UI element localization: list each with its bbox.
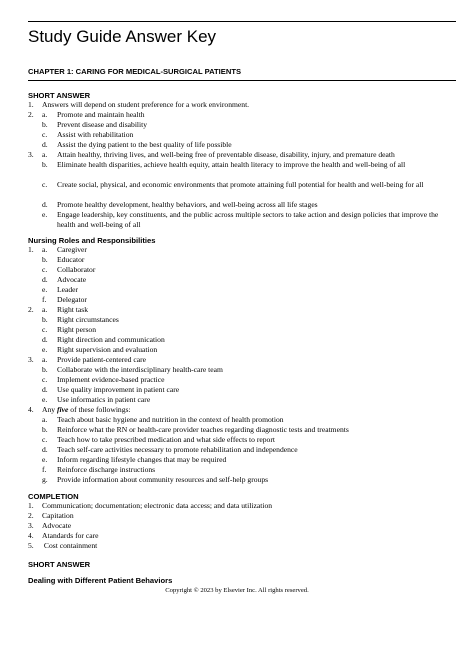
item-text: Collaborate with the interdisciplinary health-care team bbox=[57, 365, 223, 374]
item-number: 3. bbox=[28, 150, 34, 159]
item-number: 1. bbox=[28, 501, 34, 510]
item-letter: e. bbox=[42, 210, 48, 219]
item-text: Engage leadership, key constituents, and the public across multiple sectors to take action and design policies that improve the health and well-being of all bbox=[57, 210, 439, 229]
item-letter: d. bbox=[42, 275, 48, 284]
item-text: Reinforce what the RN or health-care provider teaches regarding diagnostic tests and treatments bbox=[57, 425, 349, 434]
item-text: Caregiver bbox=[57, 245, 87, 254]
item-letter: e. bbox=[42, 285, 48, 294]
item-text: Teach self-care activities necessary to promote rehabilitation and independence bbox=[57, 445, 298, 454]
item-letter: b. bbox=[42, 160, 48, 169]
item-number: 2. bbox=[28, 110, 34, 119]
item-text bbox=[42, 405, 456, 415]
item-letter: c. bbox=[42, 325, 48, 334]
item-number: 4. bbox=[28, 405, 34, 414]
short-answer-heading: SHORT ANSWER bbox=[28, 91, 91, 100]
item-letter: a. bbox=[42, 150, 48, 159]
item-letter: c. bbox=[42, 375, 48, 384]
item-letter: c. bbox=[42, 180, 48, 189]
item-text: Right person bbox=[57, 325, 97, 334]
item-text: Attain healthy, thriving lives, and well-being free of preventable disease, disability, injury, and premature death bbox=[57, 150, 395, 159]
item-text: Inform regarding lifestyle changes that may be required bbox=[57, 455, 227, 464]
item-text: Create social, physical, and economic environments that promote attaining full potential for health and well-being for all bbox=[57, 180, 424, 189]
item-text: Advocate bbox=[57, 275, 87, 284]
item-number: 5. bbox=[28, 541, 34, 550]
item-letter: d. bbox=[42, 385, 48, 394]
item-text: Advocate bbox=[42, 521, 72, 530]
item-letter: a. bbox=[42, 305, 48, 314]
chapter-heading: CHAPTER 1: CARING FOR MEDICAL-SURGICAL PATIENTS bbox=[28, 67, 242, 76]
item-letter: c. bbox=[42, 435, 48, 444]
item-text: Collaborator bbox=[57, 265, 96, 274]
item-letter: e. bbox=[42, 455, 48, 464]
item-text: Cost containment bbox=[42, 541, 98, 550]
short-answer-heading: SHORT ANSWER bbox=[28, 560, 91, 569]
item-letter: b. bbox=[42, 425, 48, 434]
item-number: 3. bbox=[28, 355, 34, 364]
item-text-emphasis: five bbox=[56, 405, 69, 414]
completion-heading: COMPLETION bbox=[28, 492, 79, 501]
item-text: Assist with rehabilitation bbox=[57, 130, 134, 139]
item-text: Delegator bbox=[57, 295, 87, 304]
item-letter: f. bbox=[42, 295, 47, 304]
item-text: Implement evidence-based practice bbox=[57, 375, 165, 384]
item-text: Teach about basic hygiene and nutrition in the context of health promotion bbox=[57, 415, 284, 424]
item-text: Promote and maintain health bbox=[57, 110, 145, 119]
item-text-post: of these followings: bbox=[68, 405, 131, 414]
item-number: 4. bbox=[28, 531, 34, 540]
item-number: 2. bbox=[28, 305, 34, 314]
item-text: Right task bbox=[57, 305, 89, 314]
item-text: Use informatics in patient care bbox=[57, 395, 151, 404]
item-letter: d. bbox=[42, 200, 48, 209]
item-text: Provide information about community resources and self-help groups bbox=[57, 475, 269, 484]
item-letter: d. bbox=[42, 140, 48, 149]
item-text: Promote healthy development, healthy behaviors, and well-being across all life stages bbox=[57, 200, 318, 209]
item-letter: g. bbox=[42, 475, 48, 484]
item-letter: b. bbox=[42, 315, 48, 324]
item-text: Teach how to take prescribed medication and what side effects to report bbox=[57, 435, 275, 444]
item-letter: a. bbox=[42, 245, 48, 254]
item-letter: c. bbox=[42, 265, 48, 274]
item-text: Right circumstances bbox=[57, 315, 119, 324]
item-text: Prevent disease and disability bbox=[57, 120, 148, 129]
item-text: Communication; documentation; electronic data access; and data utilization bbox=[42, 501, 273, 510]
page-title: Study Guide Answer Key bbox=[28, 27, 217, 46]
item-text: Eliminate health disparities, achieve health equity, attain health literacy to improve the health and well-being of all bbox=[57, 160, 406, 169]
item-letter: e. bbox=[42, 345, 48, 354]
item-number: 2. bbox=[28, 511, 34, 520]
item-letter: c. bbox=[42, 130, 48, 139]
dealing-heading: Dealing with Different Patient Behaviors bbox=[28, 576, 173, 585]
item-letter: b. bbox=[42, 365, 48, 374]
item-number: 3. bbox=[28, 521, 34, 530]
item-letter: a. bbox=[42, 110, 48, 119]
item-text: Atandards for care bbox=[42, 531, 99, 540]
item-text: Use quality improvement in patient care bbox=[57, 385, 180, 394]
item-letter: d. bbox=[42, 445, 48, 454]
item-text: Provide patient-centered care bbox=[57, 355, 146, 364]
item-letter: a. bbox=[42, 415, 48, 424]
item-letter: b. bbox=[42, 255, 48, 264]
item-letter: e. bbox=[42, 395, 48, 404]
item-text: Right direction and communication bbox=[57, 335, 165, 344]
item-text: Right supervision and evaluation bbox=[57, 345, 158, 354]
item-letter: a. bbox=[42, 355, 48, 364]
top-rule bbox=[28, 21, 456, 22]
copyright-footer: Copyright © 2023 by Elsevier Inc. All rights reserved. bbox=[165, 587, 309, 594]
item-number: 1. bbox=[28, 100, 34, 109]
chapter-rule bbox=[28, 80, 456, 81]
item-text-pre: Any bbox=[42, 405, 57, 414]
nursing-roles-heading: Nursing Roles and Responsibilities bbox=[28, 236, 156, 245]
item-text: Educator bbox=[57, 255, 85, 264]
item-text: Capitation bbox=[42, 511, 74, 520]
item-letter: f. bbox=[42, 465, 47, 474]
item-text: Answers will depend on student preference for a work environment. bbox=[42, 100, 250, 109]
item-text: Reinforce discharge instructions bbox=[57, 465, 156, 474]
item-text: Leader bbox=[57, 285, 79, 294]
item-letter: b. bbox=[42, 120, 48, 129]
item-text: Assist the dying patient to the best quality of life possible bbox=[57, 140, 232, 149]
item-number: 1. bbox=[28, 245, 34, 254]
item-letter: d. bbox=[42, 335, 48, 344]
